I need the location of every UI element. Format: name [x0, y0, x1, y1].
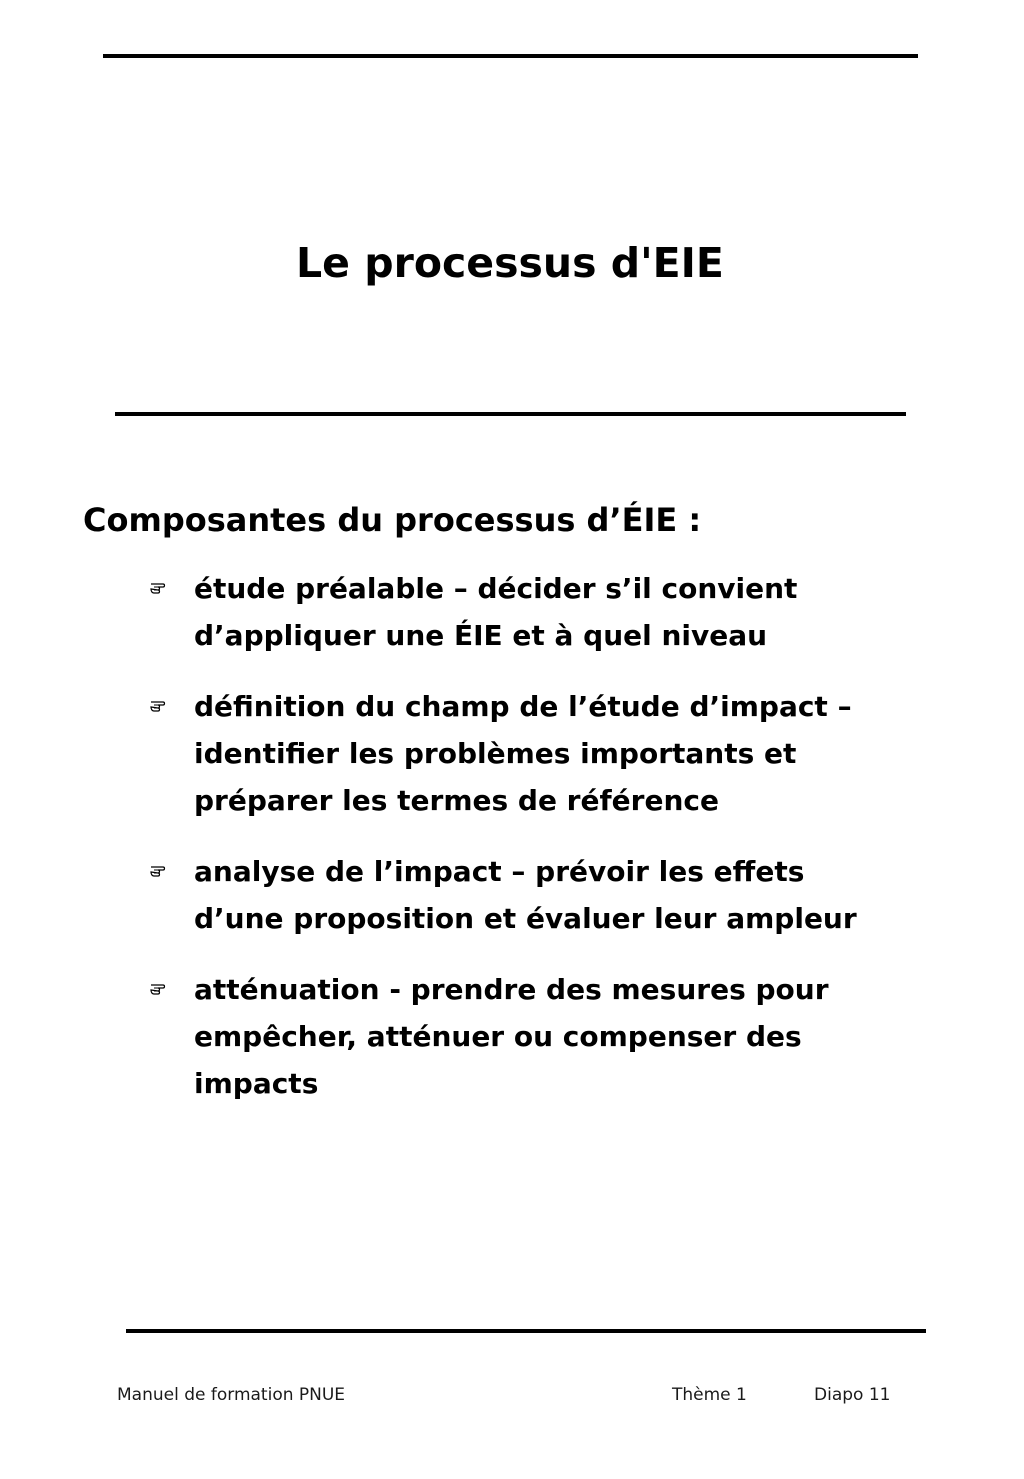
bullet-text: étude préalable – décider s’il convient d’appliquer une ÉIE et à quel niveau: [194, 572, 798, 652]
page-title: Le processus d'EIE: [296, 239, 724, 288]
list-item: [150, 565, 900, 659]
top-divider: [103, 54, 918, 58]
list-item: [150, 683, 900, 824]
bullet-text: atténuation - prendre des mesures pour empêcher, atténuer ou compenser des impacts: [194, 973, 829, 1100]
section-heading: Composantes du processus d’ÉIE :: [83, 501, 702, 539]
footer-theme: Thème 1: [672, 1385, 747, 1405]
list-item: [150, 848, 900, 942]
pointing-hand-icon: [150, 979, 172, 997]
bullet-list: [150, 565, 900, 1131]
pointing-hand-icon: [150, 861, 172, 879]
list-item: [150, 966, 900, 1107]
pointing-hand-icon: [150, 578, 172, 596]
bullet-text: définition du champ de l’étude d’impact – identifier les problèmes importants et préparer les termes de référence: [194, 690, 852, 817]
title-divider: [115, 412, 906, 416]
footer-divider: [126, 1329, 926, 1333]
footer-slide-number: Diapo 11: [814, 1385, 891, 1405]
footer-manual-title: Manuel de formation PNUE: [117, 1385, 346, 1405]
bullet-text: analyse de l’impact – prévoir les effets d’une proposition et évaluer leur ampleur: [194, 855, 857, 935]
pointing-hand-icon: [150, 696, 172, 714]
